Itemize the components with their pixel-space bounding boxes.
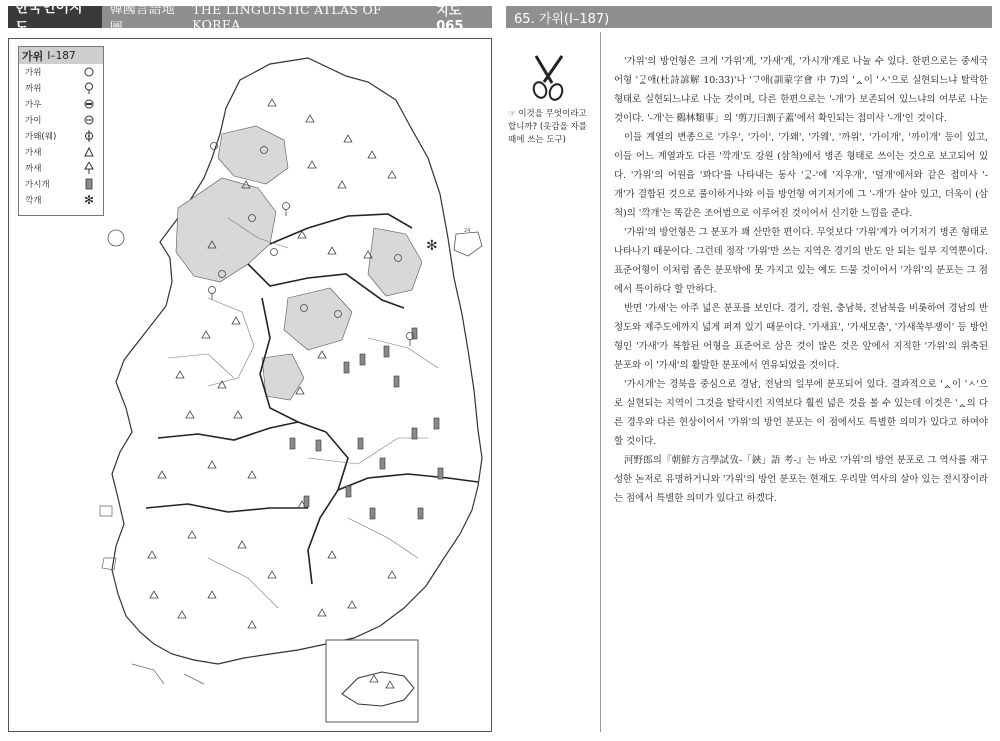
legend-label: 가왜(웨)	[25, 132, 57, 142]
circle-dot-icon	[83, 98, 95, 110]
paragraph: '가시개'는 경북을 중심으로 경남, 전남의 일부에 분포되어 있다. 결과적으로 'ᇫ이 'ㅅ'으로 실현되는 지역이 그것을 탈락시킨 지역보다 훨씬 넓은 것을 볼 수 있는데 이것은 'ᇫ의 다른 경우와 다른 현상이어서 '가위'의 방언 분포는 이 점에서도 특별한 의미가 있다고 하여야 할 것이다.	[614, 379, 988, 447]
triangle-stem-icon	[83, 162, 95, 174]
legend-row	[19, 160, 103, 176]
asterisk-icon: ✻	[83, 193, 95, 207]
scissors-icon	[510, 50, 586, 108]
map-number: 지도 065	[436, 4, 464, 34]
legend-row	[19, 96, 103, 112]
atlas-brand: 한국언어지도	[8, 6, 102, 28]
left-page-header	[8, 0, 492, 36]
legend-label: 가시개	[25, 180, 50, 190]
legend-label: 가새	[25, 148, 42, 158]
paragraph: '가위'의 방언형은 크게 '가위'계, '가새'계, '가시개'계로 나눌 수 있다. 한편으로는 중세국어형 'ᄀᆞᇫ애(杜詩諺解 10:33)'나 'ᄀᆞ애(訓蒙字會 中 7)의 'ᇫ이 'ㅅ'으로 실현되느냐 탈락한 형태로 실현되느냐로 나눈 것이며, 다른 한편으로는 '-개'가 보존되어 있느냐의 여부로 나눈 것이다. '-개'는 鷄林類事」의 '剪刀曰割子蓋'에서 확인되는 접미사 '-개'인 것이다.	[614, 56, 988, 124]
legend-code: I–187	[47, 49, 76, 62]
legend-row	[19, 64, 103, 80]
circle-stem-icon	[83, 82, 95, 94]
atlas-title-english: THE LINGUISTIC ATLAS OF KOREA	[192, 2, 383, 32]
atlas-title-hanja: 韓國言語地圖	[109, 2, 175, 36]
legend-row	[19, 176, 103, 192]
entry-title: 65. 가위(I–187)	[514, 11, 610, 27]
island-icon	[108, 230, 124, 246]
legend-row	[19, 80, 103, 96]
legend-word: 가위	[22, 49, 44, 63]
paragraph: '가위'의 방언형은 그 분포가 꽤 산만한 편이다. 무엇보다 '가위'계가 여기저기 병존 형태로 나타나기 때문이다. 그런데 정작 '가위'만 쓰는 지역은 경기의 반도 안 되는 일부 지역뿐이다. 표준어형이 이처럼 좁은 분포밖에 못 가지고 있는 예도 드물 것이어서 '가위'의 분포는 그 점에서 특이하다 할 만하다.	[614, 227, 988, 295]
legend-label: 가우	[25, 100, 42, 110]
mainland-outline	[112, 58, 482, 664]
commentary-text	[614, 52, 988, 508]
circle-cross-icon	[83, 130, 95, 142]
legend-title	[19, 47, 103, 64]
right-page-header	[506, 6, 992, 28]
legend-label: 가이	[25, 116, 42, 126]
legend-label: 까위	[25, 84, 42, 94]
legend-label: 깍개	[25, 196, 42, 206]
map-legend	[18, 46, 104, 216]
legend-row	[19, 128, 103, 144]
filled-rect-icon	[83, 178, 95, 190]
circle-minus-icon	[83, 114, 95, 126]
legend-row	[19, 112, 103, 128]
island-ulleung	[454, 232, 482, 256]
survey-question: ☞ 이것을 무엇이라고 합니까? (옷감을 자를 때에 쓰는 도구)	[508, 109, 587, 145]
station-number: 24	[464, 228, 471, 234]
column-divider	[600, 32, 601, 732]
legend-label: 까새	[25, 164, 42, 174]
paragraph: 이들 계열의 변종으로 '가우', '가이', '가왜', '가웨', '까위', '가이개', '까이개' 등이 있고, 이들 어느 계열과도 다른 '깍개'도 강원 (삼척)에서 병존 형태로 쓰이는 것으로 보고되어 있다. '가위'의 어원을 '꽈다'를 나타내는 동사 'ᄀᆞᇫ-'에 '지우개', '덮개'에서와 같은 접미사 '-개'가 결합된 것으로 풀이하거나와 이들 방언형 여기저기에 그 '-개'가 살아 있고, 더욱이 (삼척)의 '깍개'는 똑같은 조어법으로 이루어진 것이어서 신기한 느낌을 준다.	[614, 132, 988, 219]
legend-row	[19, 192, 103, 208]
paragraph: 반면 '가새'는 아주 넓은 분포를 보인다. 경기, 강원, 충남북, 전남북을 비롯하여 경남의 반 정도와 제주도에까지 넓게 퍼져 있기 때문이다. '가새표', '가새모춤', '가새쑥부쟁이' 등 방언형인 '가새'가 복합된 어형을 표준어로 삼은 것이 많은 것은 앞에서 지적한 '가위'의 위축된 분포와 이 '가새'의 활발한 분포에서 연유되었을 것이다.	[614, 303, 988, 371]
legend-row	[19, 144, 103, 160]
paragraph: 河野郎의『朝鮮方言學試攷-「鋏」語 考-』는 바로 '가위'의 방언 분포로 그 역사를 재구성한 논저로 유명하거니와 '가위'의 방언 분포는 현재도 우리말 역사의 살아 있는 전시장이라는 점에서 특별한 의미가 있다고 하겠다.	[614, 455, 988, 504]
asterisk-marker: ✻	[426, 238, 438, 254]
triangle-icon	[83, 146, 95, 158]
circle-icon	[83, 66, 95, 78]
legend-label: 가위	[25, 68, 42, 78]
